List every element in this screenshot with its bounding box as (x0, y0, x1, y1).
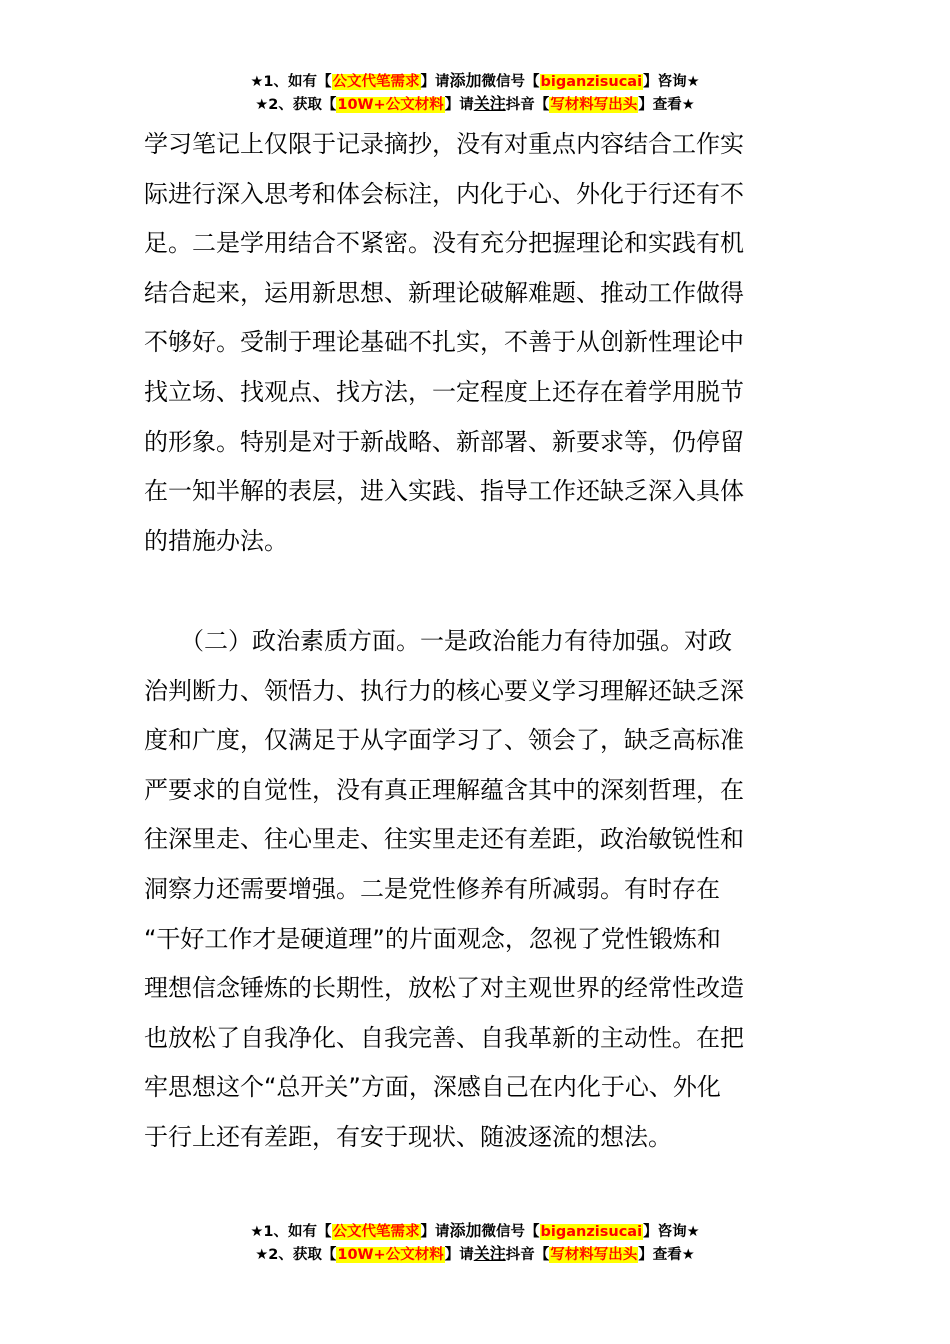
text-line: “干好工作才是硬道理”的片面观念，忽视了党性锻炼和 (144, 924, 721, 953)
header-line1-suffix: 】咨询★ (643, 74, 700, 90)
text-line: 不够好。受制于理论基础不扎实，不善于从创新性理论中 (144, 328, 744, 357)
text-line: 于行上还有差距，有安于现状、随波逐流的想法。 (144, 1122, 672, 1151)
footer-line2-suffix: 】查看★ (638, 1247, 695, 1263)
text-line: 在一知半解的表层，进入实践、指导工作还缺乏深入具体 (144, 477, 744, 506)
paragraph-2 (144, 617, 806, 1163)
header-line1-prefix: ★1、如有【 (250, 74, 332, 90)
header-line2-suffix: 】查看★ (638, 97, 695, 113)
footer-line1-mid1: 】请 (420, 1224, 450, 1240)
text-line: 学习笔记上仅限于记录摘抄，没有对重点内容结合工作实 (144, 130, 744, 158)
text-line: 找立场、找观点、找方法，一定程度上还存在着学用脱节 (144, 377, 744, 406)
text-line: 度和广度，仅满足于从字面学习了、领会了，缺乏高标准 (144, 726, 744, 755)
footer-line1-prefix: ★1、如有【 (250, 1224, 332, 1240)
header-line-2 (0, 93, 950, 116)
footer-line1-add: 添加 (449, 1221, 482, 1240)
footer-line-2 (0, 1243, 950, 1266)
header-line2-prefix: ★2、获取【 (255, 97, 337, 113)
text-line: 足。二是学用结合不紧密。没有充分把握理论和实践有机 (144, 229, 744, 258)
header-line1-mid1: 】请 (420, 74, 450, 90)
service-highlight: 公文代笔需求 (332, 1224, 420, 1240)
text-line: 往深里走、往心里走、往实里走还有差距，政治敏锐性和 (144, 825, 744, 854)
footer-line2-mid1: 】请 (444, 1247, 474, 1263)
footer-line2-follow: 关注 (473, 1244, 506, 1263)
wechat-id-highlight: biganzisucai (540, 1224, 643, 1240)
text-line: 严要求的自觉性，没有真正理解蕴含其中的深刻哲理，在 (144, 775, 744, 804)
header-line-1 (0, 70, 950, 93)
header-line2-mid2: 抖音【 (505, 97, 550, 113)
wechat-id-highlight: biganzisucai (540, 74, 643, 90)
text-line: 的措施办法。 (144, 526, 288, 555)
paragraph-1 (144, 120, 806, 566)
header-banner (0, 70, 950, 116)
text-line: （二）政治素质方面。一是政治能力有待加强。对政 (144, 627, 732, 655)
footer-line-1 (0, 1220, 950, 1243)
text-line: 理想信念锤炼的长期性，放松了对主观世界的经常性改造 (144, 974, 744, 1003)
text-line: 洞察力还需要增强。二是党性修养有所减弱。有时存在 (144, 874, 720, 903)
footer-line1-suffix: 】咨询★ (643, 1224, 700, 1240)
header-line2-mid1: 】请 (444, 97, 474, 113)
service-highlight: 公文代笔需求 (332, 74, 420, 90)
douyin-account-highlight: 写材料写出头 (550, 1247, 638, 1263)
text-line: 的形象。特别是对于新战略、新部署、新要求等，仍停留 (144, 427, 744, 456)
footer-line1-mid2: 微信号【 (481, 1224, 540, 1240)
text-line: 际进行深入思考和体会标注，内化于心、外化于行还有不 (144, 179, 744, 208)
text-line: 也放松了自我净化、自我完善、自我革新的主动性。在把 (144, 1023, 744, 1052)
text-line: 牢思想这个“总开关”方面，深感自己在内化于心、外化 (144, 1073, 721, 1102)
materials-highlight: 10W+公文材料 (337, 1247, 444, 1263)
header-line1-add: 添加 (449, 71, 482, 90)
footer-line2-prefix: ★2、获取【 (255, 1247, 337, 1263)
materials-highlight: 10W+公文材料 (337, 97, 444, 113)
douyin-account-highlight: 写材料写出头 (550, 97, 638, 113)
text-line: 结合起来，运用新思想、新理论破解难题、推动工作做得 (144, 278, 744, 307)
footer-banner (0, 1220, 950, 1266)
footer-line2-mid2: 抖音【 (505, 1247, 550, 1263)
text-line: 治判断力、领悟力、执行力的核心要义学习理解还缺乏深 (144, 676, 744, 705)
header-line1-mid2: 微信号【 (481, 74, 540, 90)
header-line2-follow: 关注 (473, 94, 506, 113)
